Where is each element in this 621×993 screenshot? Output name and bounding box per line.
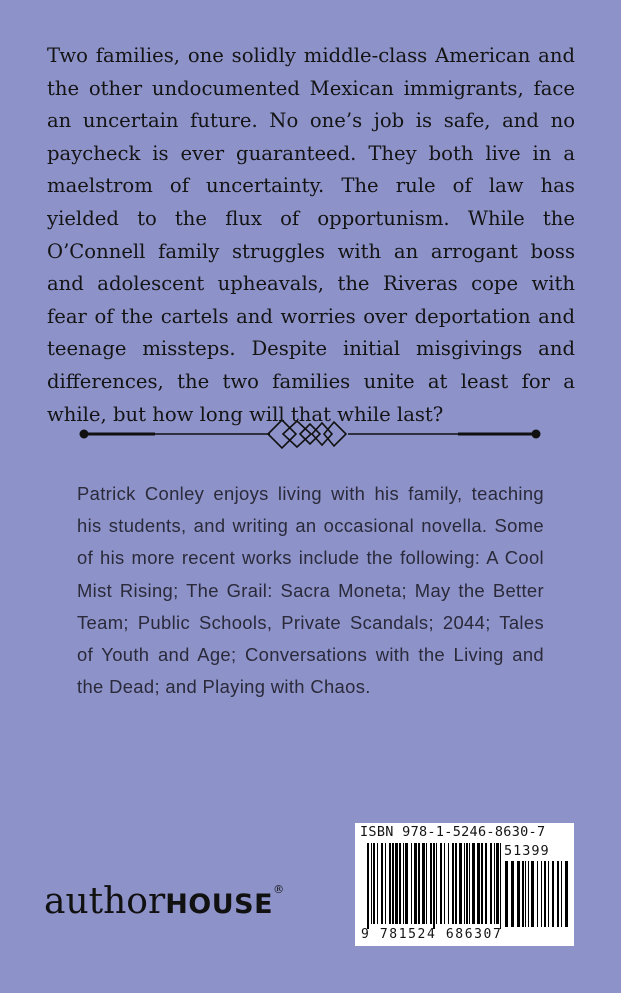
publisher-logo-house: HOUSE bbox=[165, 889, 274, 920]
isbn-label: ISBN 978-1-5246-8630-7 bbox=[360, 824, 546, 840]
publisher-logo bbox=[44, 881, 284, 922]
ornamental-divider bbox=[78, 418, 542, 452]
isbn-barcode bbox=[355, 823, 574, 946]
author-bio: Patrick Conley enjoys living with his family, teaching his students, and writing an occasional novella. Some of his more recent works include the following: A Cool Mist Rising; The Grail: Sacra Moneta; May the Better Team; Public Schools, Private Scandals; 2044; Tales of Youth and Age; Conversations with the Living and the Dead; and Playing with Chaos. bbox=[77, 483, 544, 698]
price-code: 51399 bbox=[504, 843, 550, 859]
registered-mark: ® bbox=[273, 883, 285, 896]
barcode-digits: 9 781524 686307 bbox=[361, 927, 503, 942]
publisher-logo-author: author bbox=[44, 881, 166, 922]
back-cover-blurb: Two families, one solidly middle-class American and the other undocumented Mexican immigrants, face an uncertain future. No one’s job is safe, and no paycheck is ever guaranteed. They both live in a maelstrom of uncertainty. The rule of law has yielded to the flux of opportunism. While the O’Connell family struggles with an arrogant boss and adolescent upheavals, the Riveras cope with fear of the cartels and worries over deportation and teenage missteps. Despite initial misgivings and differences, the two families unite at least for a while, but how long will that while last? bbox=[47, 44, 575, 426]
